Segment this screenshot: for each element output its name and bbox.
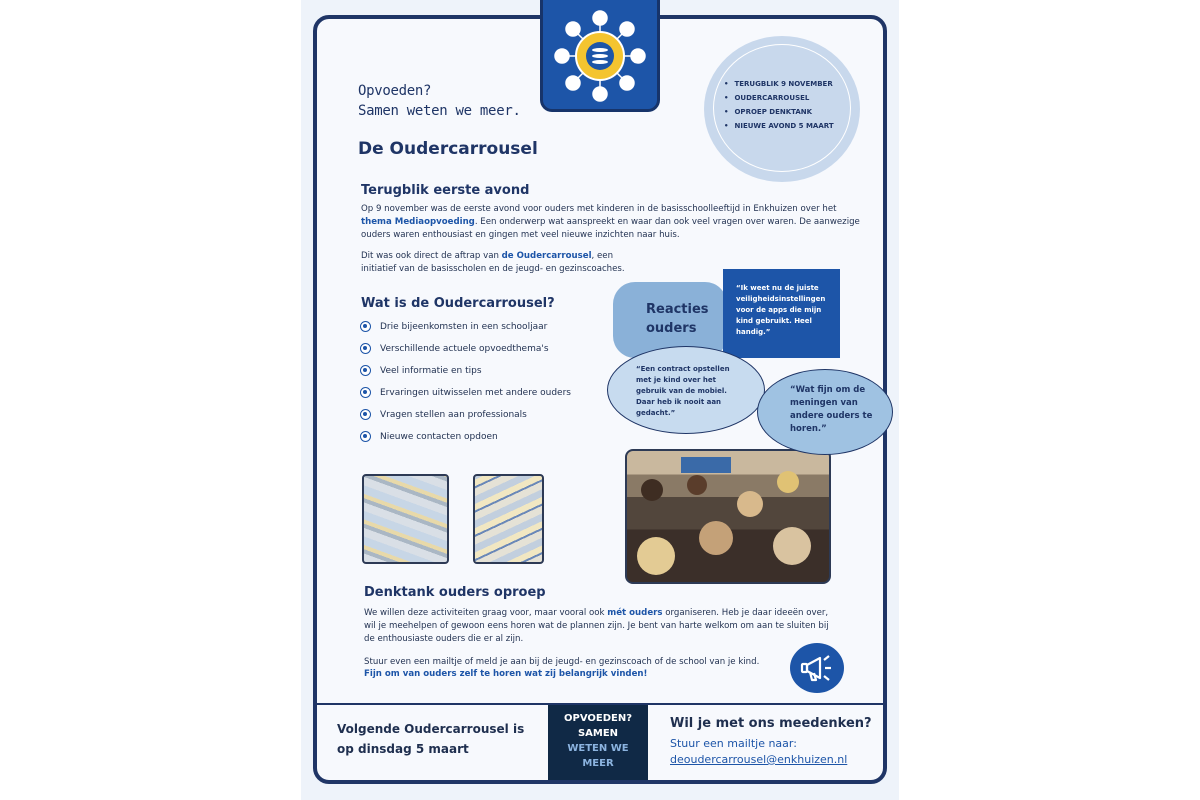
circle-bullet-icon [360,365,371,376]
quote-text-3: “Wat fijn om de meningen van andere ouders te horen.” [790,385,873,434]
footer-slogan-line: OPVOEDEN? [563,713,633,724]
denktank-text: We willen deze activiteiten graag voor, maar vooral ook [364,608,608,618]
denktank-closing: Fijn om van ouders zelf te horen wat zij belangrijk vinden! [364,669,648,679]
photo-person [699,521,733,555]
terugblik-paragraph-1 [361,203,861,242]
circle-bullet-icon [360,321,371,332]
denktank-text: organiseren. Heb je daar ideeën over, wil je meehelpen of gewoon eens horen wat de plannen zijn. Je bent van harte welkom om aan te sluiten bij de enthousiaste ouders die er al zijn. [364,608,829,644]
list-item-label: Verschillende actuele opvoedthema's [380,344,549,354]
terugblik-text: . Een onderwerp wat aanspreekt en waar dan ook veel vragen over waren. De aanwezige ouders waren enthousiast en gingen met veel nieuwe inzichten naar huis. [361,217,860,240]
list-item [360,428,571,450]
circle-bullet-icon [360,387,371,398]
slogan-line-2: Samen weten we meer. [358,103,521,119]
quote-text-2: “Een contract opstellen met je kind over het gebruik van de mobiel. Daar heb ik nooit aan gedacht.” [636,365,730,417]
agenda-item: • OPROEP DENKTANK [724,105,834,119]
list-item-label: Vragen stellen aan professionals [380,410,527,420]
terugblik-text: , een initiatief van de basisscholen en de jeugd- en gezinscoaches. [361,251,625,274]
footer-slogan-box [548,705,648,780]
oudercarrousel-highlight: de Oudercarrousel [501,251,592,261]
agenda-list [724,77,834,133]
mediaopvoeding-highlight: thema Mediaopvoeding [361,217,475,227]
photo-materials-2 [473,474,544,564]
features-list [360,318,571,450]
meedenken-subtext: Stuur een mailtje naar: [670,737,797,750]
footer-slogan-line: SAMEN [577,728,619,739]
photo-person [737,491,763,517]
meedenken-heading: Wil je met ons meedenken? [670,716,872,731]
denktank-heading: Denktank ouders oproep [364,585,546,600]
circle-bullet-icon [360,409,371,420]
denktank-paragraph-1 [364,607,834,646]
list-item-label: Ervaringen uitwisselen met andere ouders [380,388,571,398]
slogan [358,81,521,121]
denktank-paragraph-2: Stuur even een mailtje of meld je aan bij de jeugd- en gezinscoach of de school van je kind. [364,657,760,667]
met-ouders-highlight: mét ouders [607,608,663,618]
circle-bullet-icon [360,343,371,354]
list-item [360,406,571,428]
list-item-label: Nieuwe contacten opdoen [380,432,498,442]
slogan-line-1: Opvoeden? [358,83,432,99]
circle-bullet-icon [360,431,371,442]
agenda-item: • TERUGBLIK 9 NOVEMBER [724,77,834,91]
photo-materials-1 [362,474,449,564]
terugblik-text: Dit was ook direct de aftrap van [361,251,502,261]
terugblik-heading: Terugblik eerste avond [361,183,530,198]
reacties-title-line-1: Reacties [646,302,709,317]
next-event-text: Volgende Oudercarrousel is op dinsdag 5 maart [337,722,525,756]
list-item-label: Veel informatie en tips [380,366,482,376]
list-item [360,362,571,384]
list-item [360,318,571,340]
footer-slogan-line: WETEN WE [567,743,629,754]
photo-person [637,537,675,575]
carousel-logo-icon [540,0,660,112]
reacties-title [646,300,709,338]
agenda-item: • OUDERCARROUSEL [724,91,834,105]
megaphone-icon [790,643,844,693]
reacties-title-line-2: ouders [646,321,697,336]
photo-screen [681,457,731,473]
quote-bubble-1 [723,269,840,358]
page-title: De Oudercarrousel [358,139,538,159]
wat-is-heading: Wat is de Oudercarrousel? [361,296,555,311]
photo-person [687,475,707,495]
agenda-item: • NIEUWE AVOND 5 MAART [724,119,834,133]
list-item [360,340,571,362]
quote-bubble-3 [757,369,893,455]
email-link[interactable]: deoudercarrousel@enkhuizen.nl [670,753,848,766]
photo-person [641,479,663,501]
photo-person [773,527,811,565]
quote-text-1: “Ik weet nu de juiste veiligheidsinstellingen voor de apps die mijn kind gebruikt. Heel handig.” [736,284,826,336]
list-item-label: Drie bijeenkomsten in een schooljaar [380,322,548,332]
footer-slogan-line: MEER [582,758,614,769]
photo-meeting [625,449,831,584]
photo-person [777,471,799,493]
quote-bubble-2 [607,346,765,434]
terugblik-paragraph-2 [361,250,651,276]
list-item [360,384,571,406]
terugblik-text: Op 9 november was de eerste avond voor ouders met kinderen in de basisschoolleeftijd in Enkhuizen over het [361,204,837,214]
